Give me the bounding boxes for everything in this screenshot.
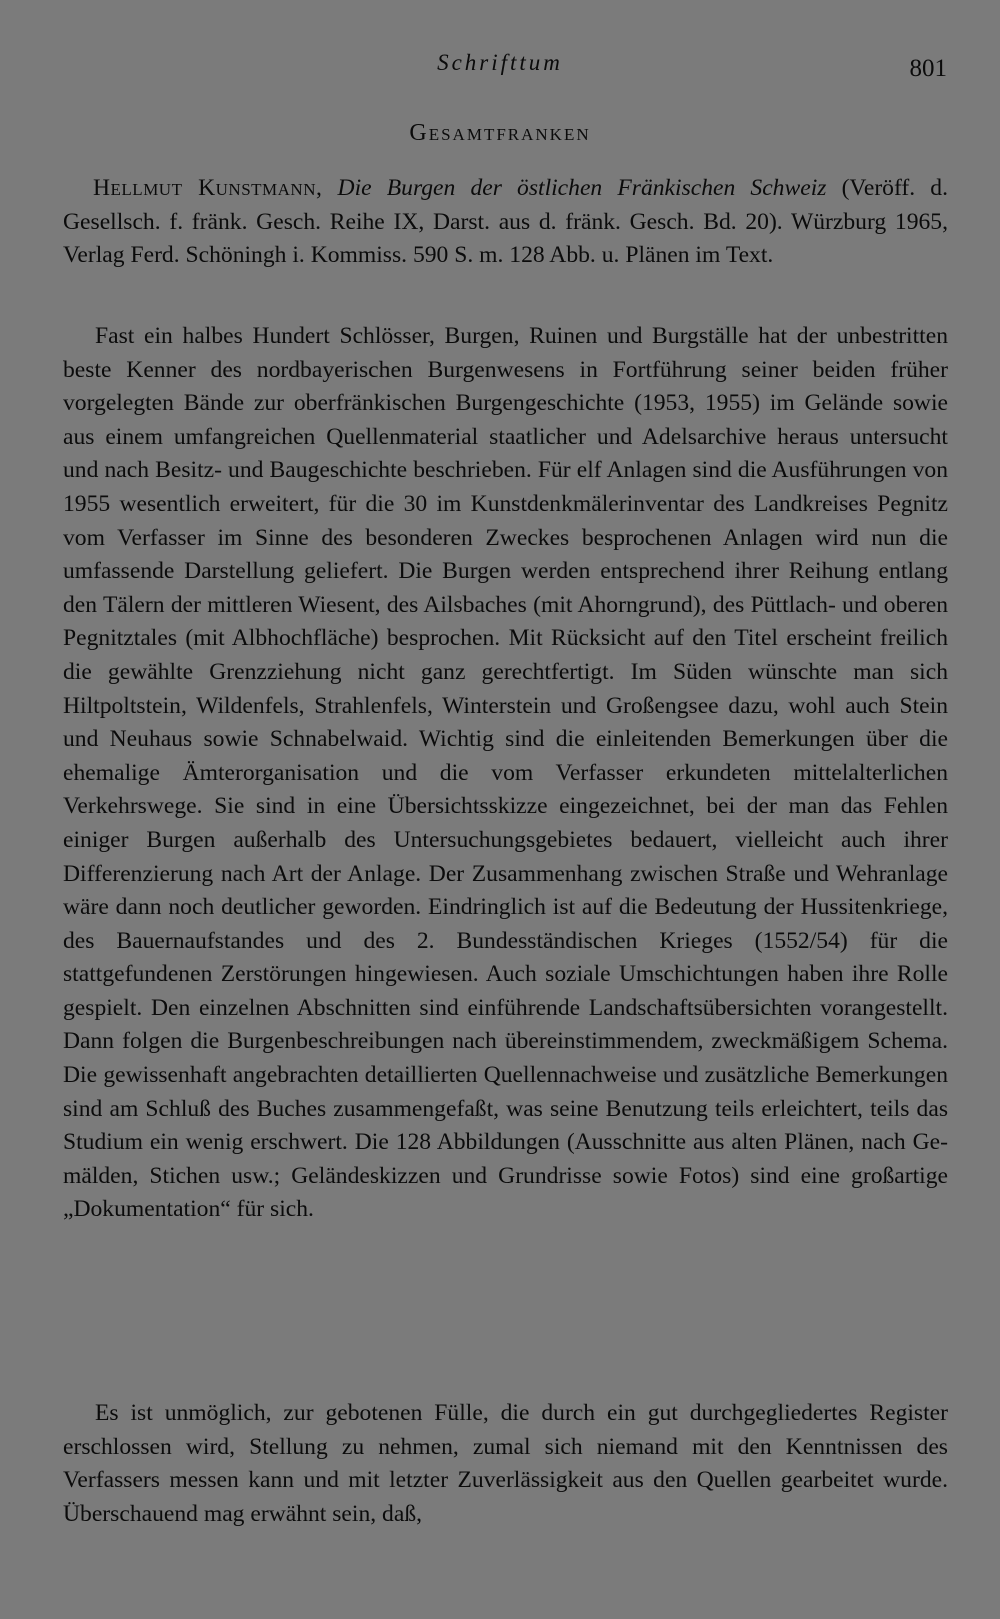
review-paragraph-1: Fast ein halbes Hundert Schlösser, Burgen, Ruinen und Burgställe hat der unbestritten beste Kenner des nordbayerischen Burgenwesens in Fortführung seiner beiden früher vorgelegten Bände zur oberfränkischen Burgengeschichte (1953, 1955) im Gelände sowie aus einem umfangreichen Quellenmaterial staatlicher und Adelsarchive heraus untersucht und nach Besitz- und Baugeschichte beschrieben. Für elf Anlagen sind die Ausführungen von 1955 wesentlich erweitert, für die 30 im Kunstdenkmälerinventar des Landkreises Pegnitz vom Verfasser im Sinne des besonderen Zweckes besprochenen Anlagen wird nun die umfassende Darstellung geliefert. Die Burgen werden entsprechend ihrer Reihung entlang den Tälern der mittleren Wiesent, des Ailsbaches (mit Ahorngrund), des Püttlach- und oberen Pegnitztales (mit Albhochfläche) besprochen. Mit Rücksicht auf den Titel erscheint freilich die gewählte Grenzziehung nicht ganz gerechtfertigt. Im Süden wünschte man sich Hiltpoltstein, Wildenfels, Strahlenfels, Winterstein und Großengsee dazu, wohl auch Stein und Neuhaus sowie Schnabelwaid. Wichtig sind die einleitenden Bemerkungen über die ehemalige Ämterorganisation und die vom Verfasser erkundeten mittelalterlichen Verkehrswege. Sie sind in eine Übersichtsskizze eingezeichnet, bei der man das Fehlen einiger Burgen außerhalb des Untersuchungsgebietes bedauert, vielleicht auch ihrer Differenzierung nach Art der Anlage. Der Zusammenhang zwischen Straße und Wehranlage wäre dann noch deutlicher geworden. Eindringlich ist auf die Bedeutung der Hussitenkriege, des Bauernaufstandes und des 2. Bundesständischen Krieges (1552/54) für die stattgefundenen Zerstörungen hingewiesen. Auch soziale Umschichtungen haben ihre Rolle gespielt. Den einzelnen Abschnitten sind einführende Landschaftsübersichten vorangestellt. Dann folgen die Burgenbeschreibungen nach übereinstimmendem, zweckmäßigem Schema. Die gewissenhaft angebrachten detaillierten Quellennachweise und zusätzliche Bemerkungen sind am Schluß des Buches zusammengefaßt, was seine Benutzung teils erleichtert, teils das Studium ein wenig erschwert. Die 128 Abbildungen (Ausschnitte aus alten Plänen, nach Gemälden, Stichen usw.; Geländeskizzen und Grundrisse sowie Fotos) sind eine großartige „Dokumentation“ für sich. [63,323,948,1223]
review-paragraph-2: Es ist unmöglich, zur gebotenen Fülle, die durch ein gut durchgegliedertes Register erschlossen wird, Stellung zu nehmen, zumal sich niemand mit den Kenntnissen des Verfassers messen kann und mit letzter Zuverlässigkeit aus den Quellen gearbeitet wurde. Überschauend mag erwähnt sein, daß, [63,1400,948,1527]
running-head: Schrifttum [437,50,563,75]
page-number: 801 [909,55,947,82]
citation-author: Hellmut Kunstmann, [93,175,323,201]
section-title: Gesamtfranken [409,120,591,146]
citation-details: (Veröff. d. Gesellsch. f. fränk. Gesch. Reihe IX, Darst. aus d. fränk. Gesch. Bd. 20). Würzburg 1965, Verlag Ferd. Schöningh i. Kommiss. 590 S. m. 128 Abb. u. Plänen im Text. [63,175,948,269]
citation-title: Die Burgen der östlichen Fränkischen Schweiz [337,175,827,201]
book-citation [63,172,948,273]
